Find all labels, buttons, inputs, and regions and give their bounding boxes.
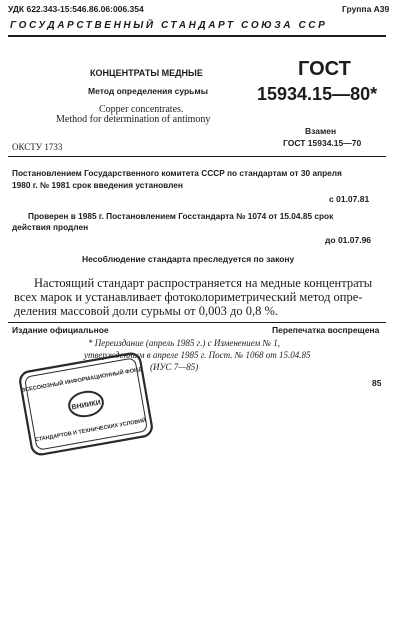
check-line2: действия продлен — [12, 222, 89, 232]
document-subtitle: Метод определения сурьмы — [88, 86, 208, 96]
decree-line2: 1980 г. № 1981 срок введения установлен — [12, 180, 183, 190]
reissue-note-line3: (ИУС 7—85) — [150, 362, 199, 372]
body-line3: деления массовой доли сурьмы от 0,003 до 0,8 %. — [14, 304, 279, 318]
footer-rule — [8, 322, 386, 323]
stamp-center-text: ВНИИКИ — [71, 399, 102, 412]
reprint-prohibited: Перепечатка воспрещена — [272, 325, 380, 335]
document-title: КОНЦЕНТРАТЫ МЕДНЫЕ — [90, 68, 203, 78]
stamp-bottom-text: СТАНДАРТОВ И ТЕХНИЧЕСКИХ УСЛОВИЙ — [34, 417, 147, 444]
replaces-value: ГОСТ 15934.15—70 — [283, 138, 362, 148]
english-title-line1: Copper concentrates. — [99, 104, 184, 115]
header-rule — [8, 35, 386, 37]
title-rule — [8, 156, 386, 157]
reissue-note-line1: * Переиздание (апрель 1985 г.) с Изменением № 1, — [88, 338, 281, 348]
stamp-top-text: ВСЕСОЮЗНЫЙ ИНФОРМАЦИОННЫЙ ФОНД — [20, 366, 143, 394]
okstu-code: ОКСТУ 1733 — [12, 142, 63, 152]
effective-date: с 01.07.81 — [329, 194, 370, 204]
library-stamp — [15, 346, 158, 463]
group-code: Группа А39 — [342, 4, 390, 14]
check-line1: Проверен в 1985 г. Постановлением Госстандарта № 1074 от 15.04.85 срок — [28, 211, 334, 221]
official-edition: Издание официальное — [12, 325, 109, 335]
udk-code: УДК 622.343-15:546.86.06:006.354 — [8, 4, 144, 14]
body-line1: Настоящий стандарт распространяется на медные концентраты — [34, 276, 373, 290]
english-title-line2: Method for determination of antimony — [56, 114, 211, 125]
page-number: 85 — [372, 378, 382, 388]
state-standard-banner: ГОСУДАРСТВЕННЫЙ СТАНДАРТ СОЮЗА ССР — [10, 20, 328, 31]
decree-line1: Постановлением Государственного комитета СССР по стандартам от 30 апреля — [12, 168, 342, 178]
expiry-date: до 01.07.96 — [325, 235, 372, 245]
body-line2: всех марок и устанавливает фотоколориметрический метод опре- — [14, 290, 363, 304]
replaces-label: Взамен — [305, 126, 337, 136]
legal-warning: Несоблюдение стандарта преследуется по закону — [82, 254, 295, 264]
gost-number: 15934.15—80* — [257, 84, 378, 104]
reissue-note-line2: утвержденным в апреле 1985 г. Пост. № 1068 от 15.04.85 — [84, 350, 311, 360]
gost-label: ГОСТ — [298, 58, 351, 80]
